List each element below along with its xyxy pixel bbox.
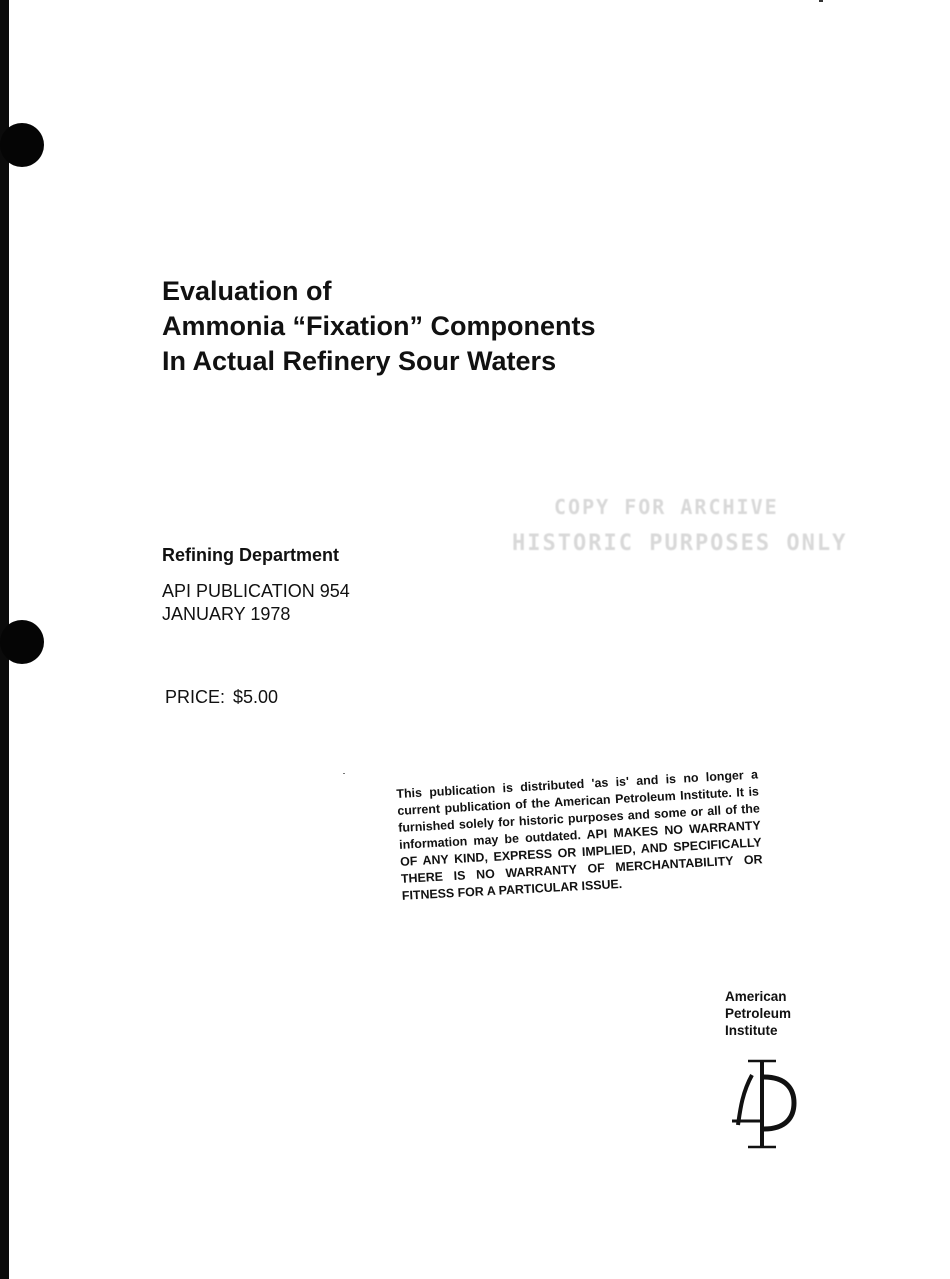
publisher-line: Institute <box>725 1023 778 1038</box>
title-line: Evaluation of <box>162 276 332 306</box>
title-line: Ammonia “Fixation” Components <box>162 311 596 341</box>
punch-hole-icon <box>0 123 44 167</box>
publisher-line: American <box>725 989 787 1004</box>
archive-stamp <box>512 495 848 565</box>
publisher-line: Petroleum <box>725 1006 792 1021</box>
stamp-line: HISTORIC PURPOSES ONLY <box>512 531 848 556</box>
publication-info <box>162 580 350 626</box>
stamp-line: COPY FOR ARCHIVE <box>554 495 779 519</box>
scan-speck <box>819 0 823 2</box>
price-label: PRICE: <box>165 687 226 707</box>
document-title <box>162 274 722 379</box>
api-logo-icon <box>728 1059 798 1151</box>
department-label: Refining Department <box>162 545 340 565</box>
title-line: In Actual Refinery Sour Waters <box>162 346 557 376</box>
scan-speck <box>343 773 345 774</box>
price-line <box>165 686 278 708</box>
price-value: $5.00 <box>233 687 279 707</box>
disclaimer-text: This publication is distributed 'as is' and is no longer a current publication of the American Petroleum Institute. It is furnished solely for historic purposes and some or all of the information may be outdated. API MAKES NO WARRANTY OF ANY KIND, EXPRESS OR IMPLIED, AND SPECIFICALLY THERE IS NO WARRANTY OF MERCHANTABILITY OR FITNESS FOR A PARTICULAR ISSUE. <box>396 767 763 903</box>
publisher-name <box>725 988 791 1039</box>
publication-date: JANUARY 1978 <box>162 604 291 624</box>
publication-number: API PUBLICATION 954 <box>162 581 350 601</box>
punch-hole-icon <box>0 620 44 664</box>
